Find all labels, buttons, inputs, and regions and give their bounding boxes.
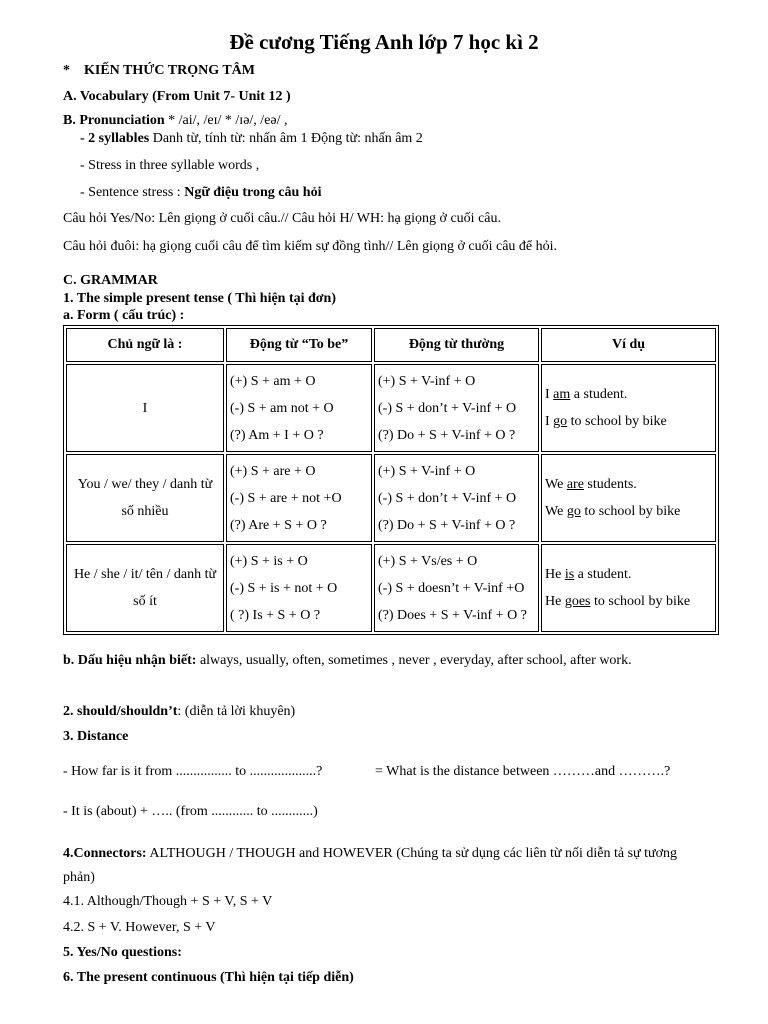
example-subject: He: [545, 594, 565, 609]
signs-adverbs: always, usually, often, sometimes , never , everyday, after school, after work.: [196, 653, 632, 668]
table-row: [66, 364, 716, 452]
to-be-cell: [226, 544, 372, 632]
affirmative-form: (+) S + is + O: [230, 553, 308, 569]
example-to-be: [545, 381, 712, 408]
syllables-label: - 2 syllables: [80, 131, 150, 146]
example-subject: We: [545, 504, 567, 519]
header-to-be: Động từ “To be”: [226, 328, 372, 362]
header-subject: Chủ ngữ là :: [66, 328, 224, 362]
example-subject: I: [545, 387, 554, 402]
example-rest: to school by bike: [580, 504, 681, 519]
affirmative-form: (+) S + Vs/es + O: [378, 553, 478, 569]
example-rest: to school by bike: [590, 594, 691, 609]
connectors-label: 4.Connectors:: [63, 846, 147, 861]
pronunciation-sounds: * /ai/, /eɪ/ * /ɪə/, /eə/ ,: [164, 113, 288, 128]
header-example: Ví dụ: [541, 328, 716, 362]
simple-present-heading: 1. The simple present tense ( Thì hiện tại đơn): [63, 291, 337, 306]
syllables-rule: Danh từ, tính từ: nhấn âm 1 Động từ: nhấn âm 2: [149, 131, 423, 146]
syllables-line: [80, 132, 423, 146]
focus-bullet: *: [63, 63, 70, 78]
distance-question: - How far is it from ................ to ...................?: [63, 764, 323, 779]
sentence-stress-bold: Ngữ điệu trong câu hỏi: [184, 185, 322, 200]
example-rest: students.: [583, 477, 637, 492]
focus-heading: [63, 64, 255, 78]
example-ordinary: [545, 408, 712, 435]
example-verb: is: [564, 567, 575, 582]
example-subject: I: [545, 414, 554, 429]
three-syllable-line: - Stress in three syllable words ,: [80, 158, 260, 173]
example-rest: a student.: [574, 567, 632, 582]
section-a-vocabulary: A. Vocabulary (From Unit 7- Unit 12 ): [63, 89, 291, 104]
section-c-grammar: C. GRAMMAR: [63, 273, 158, 288]
verb-cell: [374, 364, 539, 452]
yes-no-intonation-line: Câu hỏi Yes/No: Lên giọng ở cuối câu.// Câu hỏi H/ WH: hạ giọng ở cuối câu.: [63, 211, 501, 226]
example-verb: go: [553, 414, 568, 429]
verb-cell: [374, 544, 539, 632]
subject-cell: He / she / it/ tên / danh từ số ít: [66, 544, 224, 632]
negative-form: (-) S + is + not + O: [230, 580, 338, 596]
example-to-be: [545, 561, 712, 588]
question-form: (?) Are + S + O ?: [230, 517, 327, 533]
question-form: (?) Do + S + V-inf + O ?: [378, 427, 516, 443]
example-to-be: [545, 471, 712, 498]
example-subject: He: [545, 567, 565, 582]
example-cell: [541, 454, 716, 542]
to-be-cell: [226, 454, 372, 542]
question-form: (?) Am + I + O ?: [230, 427, 324, 443]
connectors-line: [63, 847, 677, 861]
example-subject: We: [545, 477, 567, 492]
should-label: 2. should/shouldn’t: [63, 704, 178, 719]
affirmative-form: (+) S + V-inf + O: [378, 463, 476, 479]
signs-line: [63, 654, 632, 668]
question-form: (?) Does + S + V-inf + O ?: [378, 607, 527, 623]
example-verb: go: [566, 504, 581, 519]
example-rest: to school by bike: [567, 414, 667, 429]
page-title: Đề cương Tiếng Anh lớp 7 học kì 2: [229, 30, 539, 54]
example-cell: [541, 544, 716, 632]
focus-heading-text: KIẾN THỨC TRỌNG TÂM: [84, 63, 256, 78]
negative-form: (-) S + don’t + V-inf + O: [378, 490, 517, 506]
connectors-description: ALTHOUGH / THOUGH and HOWEVER (Chúng ta sử dụng các liên từ nối diễn tả sự tương: [146, 846, 678, 861]
connectors-continuation: phản): [63, 870, 95, 885]
should-line: [63, 705, 295, 719]
negative-form: (-) S + doesn’t + V-inf +O: [378, 580, 525, 596]
table-row: [66, 544, 716, 632]
however-rule: 4.2. S + V. However, S + V: [63, 920, 216, 935]
negative-form: (-) S + am not + O: [230, 400, 334, 416]
header-ordinary-verb: Động từ thường: [374, 328, 539, 362]
pronunciation-label: B. Pronunciation: [63, 113, 165, 128]
question-form: (?) Do + S + V-inf + O ?: [378, 517, 516, 533]
verb-cell: [374, 454, 539, 542]
example-verb: goes: [564, 594, 591, 609]
distance-heading: 3. Distance: [63, 729, 129, 744]
although-rule: 4.1. Although/Though + S + V, S + V: [63, 894, 273, 909]
example-rest: a student.: [570, 387, 628, 402]
table-header-row: [66, 328, 716, 362]
distance-equivalent: = What is the distance between ………and ……….?: [375, 764, 671, 779]
example-verb: am: [553, 387, 571, 402]
negative-form: (-) S + don’t + V-inf + O: [378, 400, 517, 416]
should-meaning: : (diễn tả lời khuyên): [177, 704, 296, 719]
question-form: ( ?) Is + S + O ?: [230, 607, 321, 623]
sentence-stress-label: - Sentence stress :: [80, 185, 185, 200]
sentence-stress-line: [80, 186, 321, 200]
subject-cell: I: [66, 364, 224, 452]
affirmative-form: (+) S + V-inf + O: [378, 373, 476, 389]
negative-form: (-) S + are + not +O: [230, 490, 342, 506]
affirmative-form: (+) S + am + O: [230, 373, 316, 389]
yes-no-questions-heading: 5. Yes/No questions:: [63, 945, 182, 960]
subject-cell: You / we/ they / danh từ số nhiều: [66, 454, 224, 542]
form-label: a. Form ( cấu trúc) :: [63, 308, 185, 323]
signs-label: b. Dấu hiệu nhận biết:: [63, 653, 197, 668]
table-row: [66, 454, 716, 542]
simple-present-table: [63, 325, 719, 635]
distance-answer: - It is (about) + ….. (from ............ to ............): [63, 804, 318, 819]
to-be-cell: [226, 364, 372, 452]
example-verb: are: [566, 477, 584, 492]
tag-question-intonation-line: Câu hỏi đuôi: hạ giọng cuối câu để tìm kiếm sự đồng tình// Lên giọng ở cuối câu để hỏi.: [63, 239, 558, 254]
present-continuous-heading: 6. The present continuous (Thì hiện tại tiếp diễn): [63, 970, 354, 985]
example-cell: [541, 364, 716, 452]
example-ordinary: [545, 498, 712, 525]
section-b-pronunciation: [63, 114, 288, 128]
affirmative-form: (+) S + are + O: [230, 463, 316, 479]
example-ordinary: [545, 588, 712, 615]
